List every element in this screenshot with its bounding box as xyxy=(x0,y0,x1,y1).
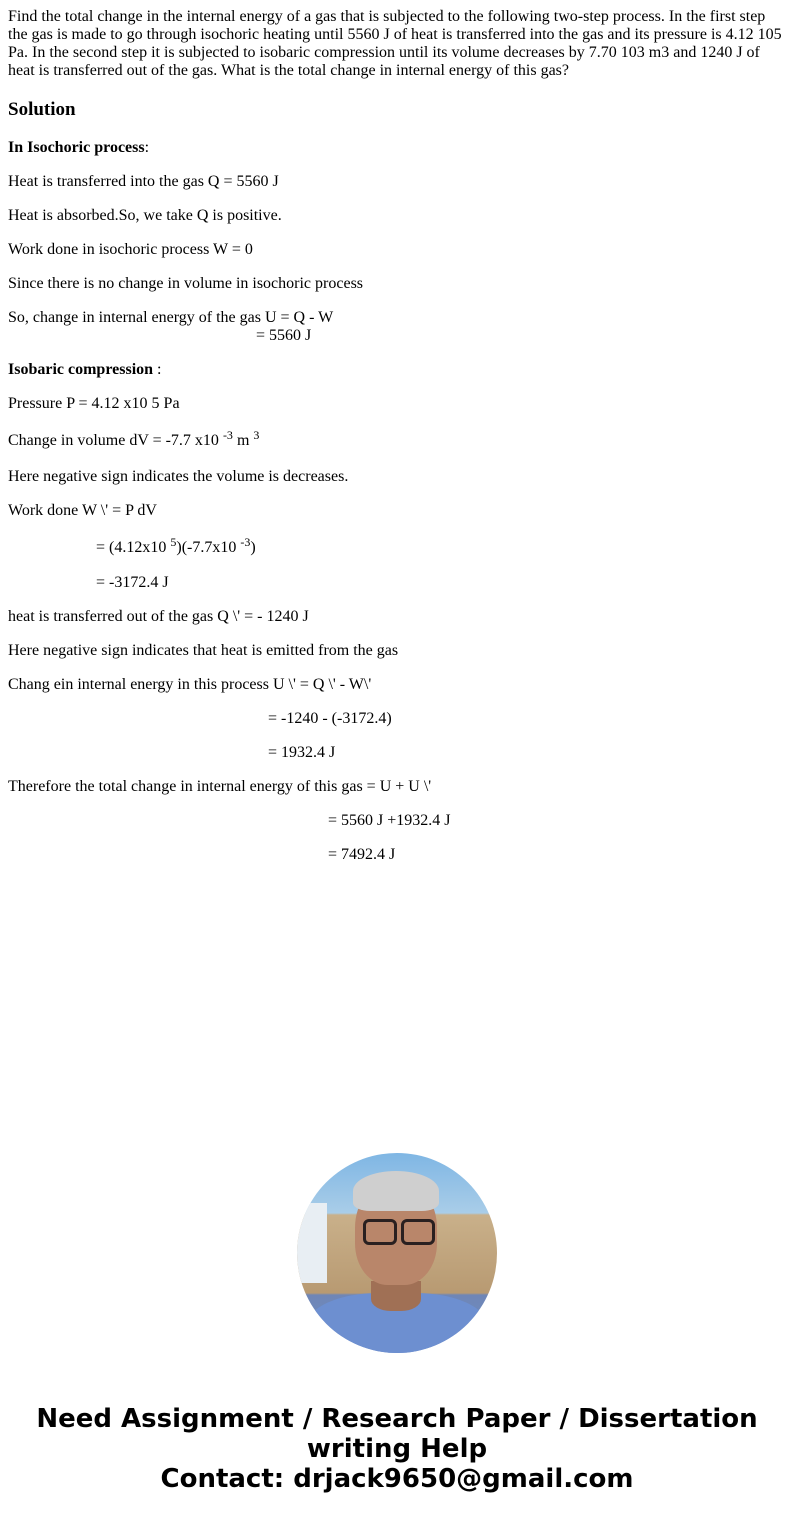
work-calc-exponent-2: -3 xyxy=(240,535,251,549)
isochoric-no-volume-change: Since there is no change in volume in isochoric process xyxy=(8,275,364,292)
work-calc-part-a: = (4.12x10 xyxy=(96,539,171,556)
work-calc-part-c: ) xyxy=(250,539,256,556)
isochoric-work: Work done in isochoric process W = 0 xyxy=(8,241,253,258)
isobaric-heading-suffix: : xyxy=(153,361,162,378)
isobaric-work-result: = -3172.4 J xyxy=(96,574,169,591)
question-text: Find the total change in the internal energy of a gas that is subjected to the following two-step process. In the first step the gas is made to go through isochoric heating until 5560 J of heat is transferred into the gas and its pressure is 4.12 105 Pa. In the second step it is subjected to isobaric compression until its volume decreases by 7.70 103 m3 and 1240 J of heat is transferred out of the gas. What is the total change in internal energy of this gas? xyxy=(8,8,782,79)
avatar-hair xyxy=(353,1171,439,1211)
isobaric-pressure: Pressure P = 4.12 x10 5 Pa xyxy=(8,395,180,412)
promo-footer xyxy=(0,1404,794,1494)
dv-unit-exponent: 3 xyxy=(253,428,260,442)
solution-heading: Solution xyxy=(8,99,76,120)
total-change-line: Therefore the total change in internal energy of this gas = U + U \' xyxy=(8,778,432,795)
avatar-glasses-left xyxy=(363,1219,397,1245)
avatar-neck xyxy=(371,1281,421,1311)
author-avatar xyxy=(297,1153,497,1353)
isochoric-heading-suffix: : xyxy=(144,139,150,156)
avatar-background-wall xyxy=(297,1203,327,1283)
isobaric-heading-label: Isobaric compression xyxy=(8,361,154,378)
isochoric-internal-energy-result: = 5560 J xyxy=(256,327,312,344)
isobaric-internal-energy-calc: = -1240 - (-3172.4) xyxy=(268,710,392,727)
isobaric-heat-out: heat is transferred out of the gas Q \' = - 1240 J xyxy=(8,608,309,625)
isochoric-heading xyxy=(8,139,149,157)
isobaric-negative-heat-note: Here negative sign indicates that heat is emitted from the gas xyxy=(8,642,399,659)
isochoric-heading-label: In Isochoric process xyxy=(8,139,145,156)
isobaric-heading xyxy=(8,361,162,379)
isobaric-volume-change xyxy=(8,428,260,450)
avatar-glasses-right xyxy=(401,1219,435,1245)
isochoric-heat-in: Heat is transferred into the gas Q = 5560 J xyxy=(8,173,279,190)
dv-exponent: -3 xyxy=(222,428,233,442)
work-calc-part-b: )(-7.7x10 xyxy=(176,539,241,556)
isochoric-heat-absorbed: Heat is absorbed.So, we take Q is positive. xyxy=(8,207,282,224)
total-change-calc: = 5560 J +1932.4 J xyxy=(328,812,451,829)
promo-contact: Contact: drjack9650@gmail.com xyxy=(160,1464,634,1494)
document-body xyxy=(8,0,786,121)
dv-unit: m xyxy=(232,432,254,449)
isobaric-internal-energy: Chang ein internal energy in this process U \' = Q \' - W\' xyxy=(8,676,372,693)
isochoric-internal-energy: So, change in internal energy of the gas U = Q - W xyxy=(8,309,334,326)
isobaric-internal-energy-result: = 1932.4 J xyxy=(268,744,336,761)
isobaric-negative-volume-note: Here negative sign indicates the volume is decreases. xyxy=(8,468,349,485)
promo-line-2: writing Help xyxy=(306,1434,488,1464)
promo-line-1: Need Assignment / Research Paper / Dissertation xyxy=(36,1404,758,1434)
isobaric-work: Work done W \' = P dV xyxy=(8,502,157,519)
work-calc-exponent-1: 5 xyxy=(170,535,177,549)
isobaric-work-calc xyxy=(96,535,256,557)
dv-prefix: Change in volume dV = -7.7 x10 xyxy=(8,432,223,449)
total-change-result: = 7492.4 J xyxy=(328,846,396,863)
